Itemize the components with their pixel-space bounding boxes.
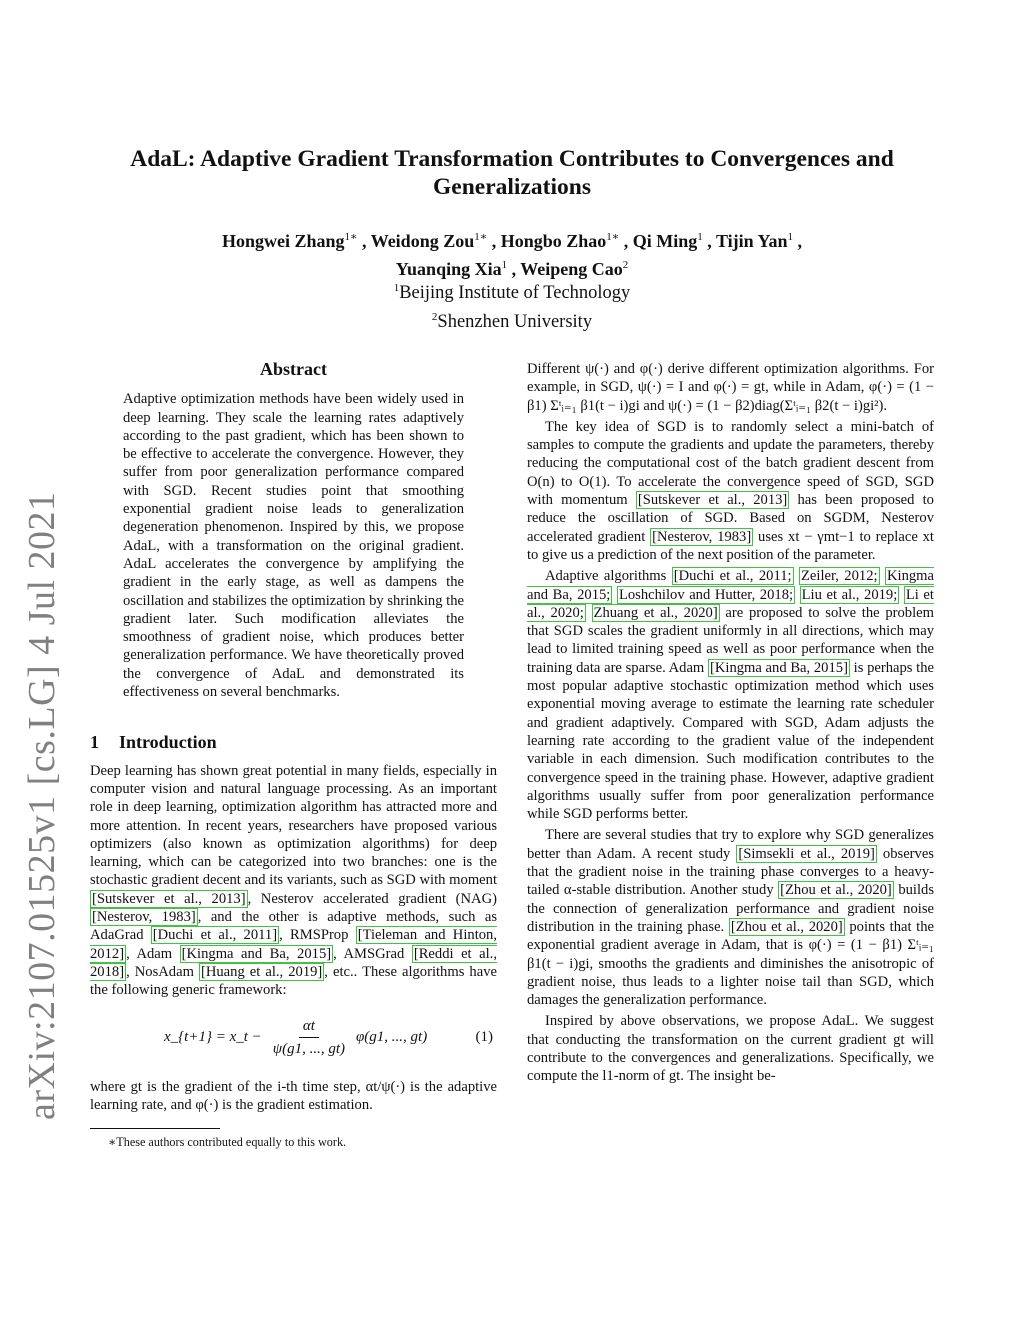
citation-link[interactable]: Loshchilov and Hutter, 2018; (618, 586, 794, 603)
intro-paragraph-2: where gt is the gradient of the i-th time step, αt/ψ(·) is the adaptive learning rate, and φ(·) is the gradient estimation. (90, 1078, 497, 1113)
right-column (527, 360, 934, 1089)
section-heading: 1 Introduction (90, 732, 217, 753)
author: Weipeng Cao (520, 259, 623, 279)
left-column (90, 360, 497, 1150)
citation-link[interactable]: [Nesterov, 1983] (652, 528, 752, 545)
paragraph: There are several studies that try to explore why SGD generalizes better than Adam. A recent study [Simsekli et al., 2019] observes that the gradient noise in the training phase converges to a heavy-tailed α-stable distribution. Another study [Zhou et al., 2020] builds the connection of generalization performance and gradient noise distribution in the training phase. [Zhou et al., 2020] points that the exponential gradient average in Adam, that is φ(·) = (1 − β1) Σᵗᵢ₌₁ β1(t − i)gi, smooths the gradients and diminishes the anisotropic of gradient noise, thus leads to a lighter noise tail than SGD, which damages the generalization performance. (527, 827, 934, 1009)
citation-link[interactable]: [Reddi et al., 2018] (90, 945, 497, 980)
paper-title: AdaL: Adaptive Gradient Transformation Contributes to Convergences and Generalizations (130, 146, 894, 200)
author: Hongbo Zhao (500, 231, 607, 251)
citation-link[interactable]: Zhuang et al., 2020] (593, 604, 718, 621)
intro-paragraph: Deep learning has shown great potential in many fields, especially in computer vision and natural language processing. As an important role in deep learning, optimization algorithm has attracted more and more attention. In recent years, researchers have proposed various optimizers (also known as optimization algorithms) for deep learning, which can be categorized into two branches: one is the stochastic gradient decent and its variants, such as SGD with moment [Sutskever et al., 2013] , Nesterov accelerated gradient (NAG) [Nesterov, 1983] , and the other is adaptive methods, such as AdaGrad [Duchi et al., 2011] , RMSProp [Tieleman and Hinton, 2012] , Adam [Kingma and Ba, 2015] , AMSGrad [Reddi et al., 2018] , NosAdam [Huang et al., 2019] , etc.. These algorithms have the following generic framework: (90, 762, 497, 999)
citation-link[interactable]: Kingma and Ba, 2015; (527, 568, 935, 603)
author: Weidong Zou (370, 231, 475, 251)
paragraph: Inspired by above observations, we propose AdaL. We suggest that conducting the transformation on the current gradient gt will contribute to the convergences and generalizations. Specifically, we compute the l1-norm of gt. The insight be- (527, 1013, 934, 1085)
paragraph: The key idea of SGD is to randomly select a mini-batch of samples to compute the gradients and update the parameters, thereby reducing the computational cost of the batch gradient descent from O(n) to O(1). To accelerate the convergence speed of SGD, SGD with momentum [Sutskever et al., 2013] has been proposed to reduce the oscillation of SGD. Based on SGDM, Nesterov accelerated gradient [Nesterov, 1983] uses xt − γmt−1 to replace xt to give us a prediction of the next position of the parameter. (527, 418, 934, 563)
citation-link[interactable]: [Kingma and Ba, 2015] (181, 945, 332, 962)
citation-link[interactable]: [Sutskever et al., 2013] (92, 890, 246, 907)
author: Hongwei Zhang (221, 231, 345, 251)
footnote-rule (90, 1128, 220, 1129)
affiliations (120, 276, 904, 334)
affiliation: $^2$Shenzhen University (431, 311, 593, 333)
citation-link[interactable]: Liu et al., 2019; (801, 586, 898, 603)
citation-link[interactable]: [Zhou et al., 2020] (780, 882, 892, 899)
citation-link[interactable]: [Zhou et al., 2020] (730, 918, 843, 935)
citation-link[interactable]: Li et al., 2020; (527, 586, 934, 621)
citation-link[interactable]: [Duchi et al., 2011] (152, 927, 278, 944)
author-line-2: Yuanqing Xia$^1$ , Weipeng Cao$^2$ (395, 259, 629, 279)
equation-lhs: x_{t+1} = x_t − (164, 1029, 262, 1046)
citation-link[interactable]: [Kingma and Ba, 2015] (709, 659, 848, 676)
citation-link[interactable]: [Nesterov, 1983] (92, 909, 196, 926)
abstract-heading: Abstract (260, 359, 327, 379)
author-list (120, 225, 904, 281)
arxiv-identifier: arXiv:2107.01525v1 [cs.LG] 4 Jul 2021 (21, 491, 63, 1120)
citation-link[interactable]: [Simsekli et al., 2019] (738, 845, 875, 862)
author-line-1: Hongwei Zhang$^{1∗}$ , Weidong Zou$^{1∗}$ , Hongbo Zhao$^{1∗}$ , Qi Ming$^1$ , Tijin Yan$^1$ , (221, 231, 802, 251)
citation-link[interactable]: Zeiler, 2012; (801, 568, 878, 585)
citation-link[interactable]: [Huang et al., 2019] (200, 963, 323, 980)
paragraph: Adaptive algorithms [Duchi et al., 2011; Zeiler, 2012; Kingma and Ba, 2015; Loshchilov and Hutter, 2018; Liu et al., 2019; Li et al., 2020; Zhuang et al., 2020] are proposed to solve the problem that SGD scales the gradient uniformly in all directions, which may lead to limited training speed as well as poor performance when the training data are sparse. Adam [Kingma and Ba, 2015] is perhaps the most popular adaptive stochastic optimization method which uses exponential moving average to estimate the learning rate scheduler and gradient adaptively. Compared with SGD, Adam adjusts the learning rate according to the gradient value of the independent variable in each dimension. Such modification contributes to the convergence speed in the training phase. However, adaptive gradient algorithms usually suffer from poor generalization performance while SGD performs better. (527, 568, 935, 823)
abstract-text: Adaptive optimization methods have been widely used in deep learning. They scale the learning rates adaptively according to the past gradient, which has been shown to be effective to accelerate the convergence. However, they suffer from poor generalization performance compared with SGD. Recent studies point that smoothing exponential gradient noise leads to generalization degeneration phenomenon. Inspired by this, we propose AdaL, with a transformation on the original gradient. AdaL accelerates the convergence by amplifying the gradient in the early stage, as well as dampens the oscillation and stabilizes the optimization by shrinking the gradient later. Such modification alleviates the smoothness of gradient noise, which produces better generalization performance. We have theoretically proved the convergence of AdaL and demonstrated its effectiveness on several benchmarks. (123, 391, 464, 701)
author: Qi Ming (632, 231, 698, 251)
equation-1 (90, 1008, 497, 1068)
equation-number: (1) (475, 1029, 493, 1046)
equation-rhs: φ(g1, ..., gt) (356, 1029, 428, 1046)
equation-fraction: $\frac{\alpha t}{\psi(g1, ..., gt)}$ (272, 1017, 345, 1057)
citation-link[interactable]: [Sutskever et al., 2013] (637, 492, 788, 509)
author: Tijin Yan (715, 231, 788, 251)
footnote: ∗These authors contributed equally to this work. (108, 1135, 347, 1150)
paragraph: Different ψ(·) and φ(·) derive different optimization algorithms. For example, in SGD, ψ(·) = I and φ(·) = gt, while in Adam, φ(·) = (1 − β1) Σᵗᵢ₌₁ β1(t − i)gi and ψ(·) = (1 − β2)diag(Σᵗᵢ₌₁ β2(t − i)gi²). (527, 361, 934, 414)
citation-link[interactable]: [Duchi et al., 2011; (673, 568, 792, 585)
author: Yuanqing Xia (395, 259, 502, 279)
citation-link[interactable]: [Tieleman and Hinton, 2012] (90, 927, 497, 962)
affiliation: $^1$Beijing Institute of Technology (393, 282, 631, 304)
